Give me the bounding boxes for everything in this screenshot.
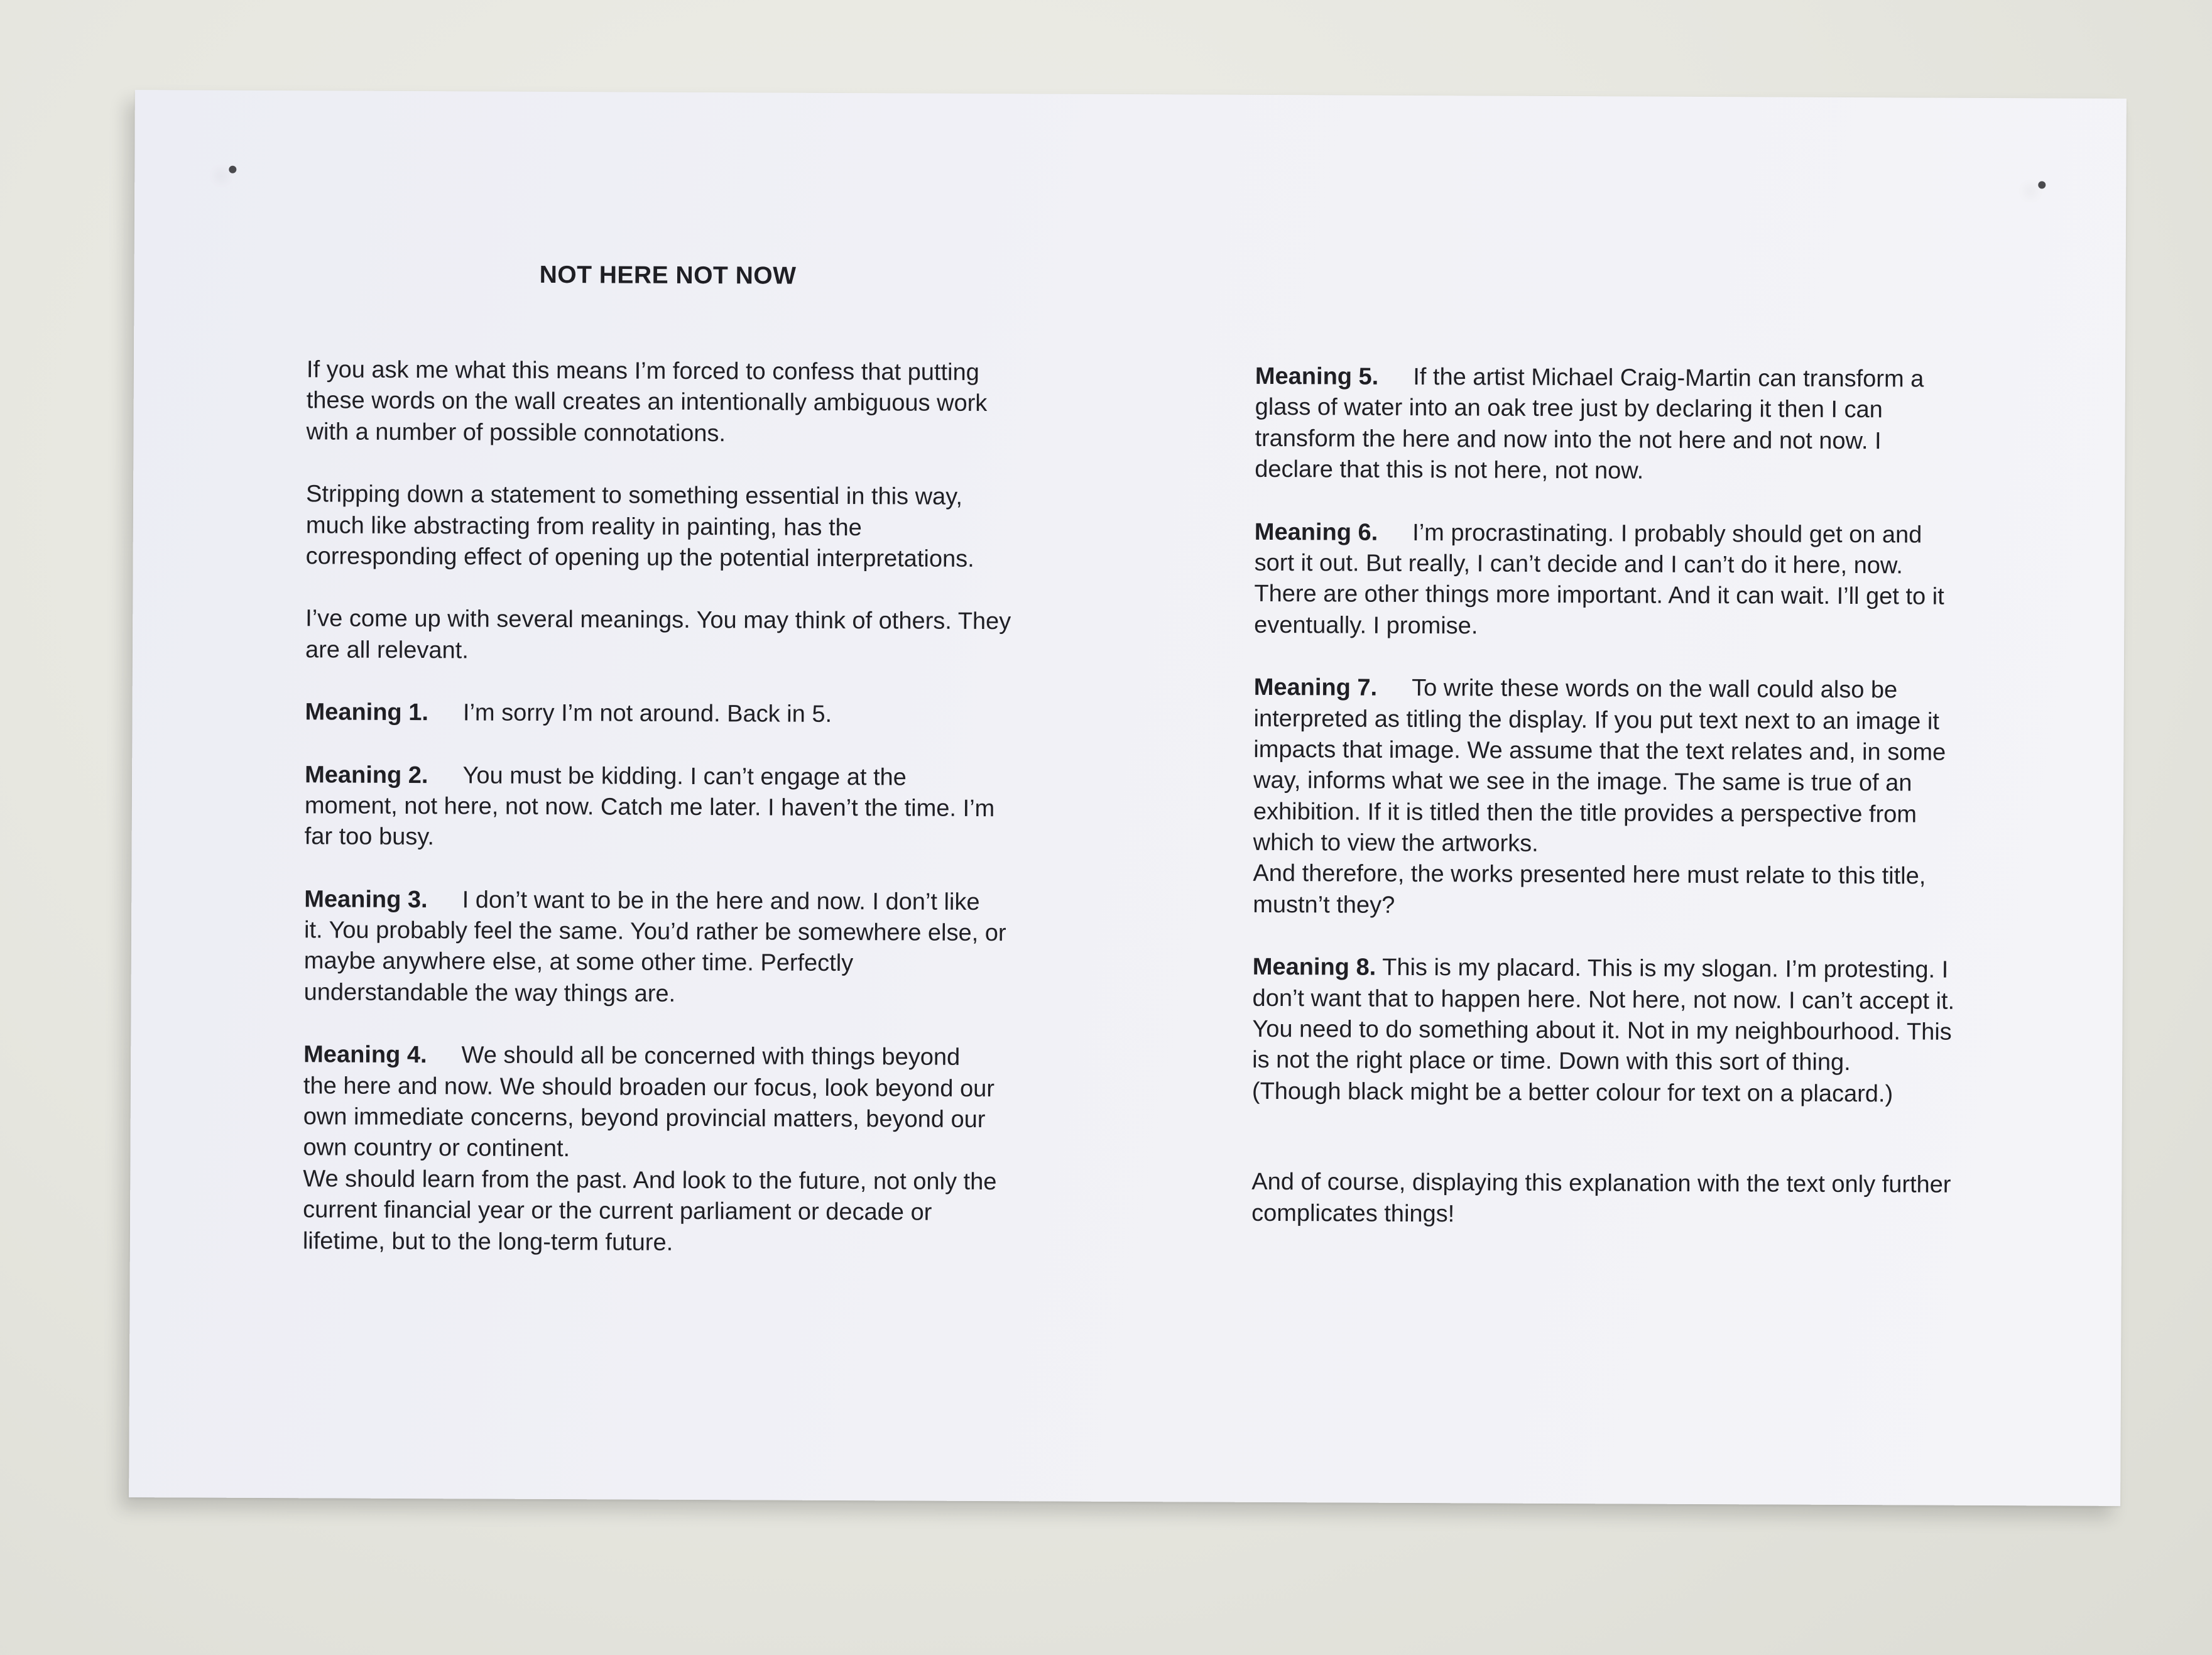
right-column [1251,361,1965,1264]
meaning-label: Meaning 6. [1254,518,1378,546]
intro-paragraph: Stripping down a statement to something essential in this way, much like abstracting from reality in painting, has the corresponding effect of opening up the potential interpretations. [305,481,974,572]
meaning-4 [303,1040,1013,1260]
intro-paragraph: I’ve come up with several meanings. You may think of others. They are all relevant. [305,605,1011,664]
meaning-5 [1255,361,1965,488]
meaning-text: I’m sorry I’m not around. Back in 5. [462,699,832,728]
meaning-text: To write these words on the wall could also be interpreted as titling the display. If you put text next to an image it impacts that image. We assume that the text relates and, in some way, informs what we see in the image. The same is true of an exhibition. If it is titled then the title provides a perspective from which to view the artworks. And therefore, the works presented here must relate to this title, mustn’t they? [1253,675,1946,919]
meaning-label: Meaning 3. [304,885,428,913]
paper-sheet [129,90,2127,1506]
meaning-6 [1254,516,1964,643]
intro-paragraph: If you ask me what this means I’m forced to confess that putting these words on the wall creates an intentionally ambiguous work with a number of possible connotations. [306,356,988,447]
meaning-text: If the artist Michael Craig-Martin can transform a glass of water into an oak tree just by declaring it then I can transform the here and now into the not here and not now. I declare that this is not here, not now. [1255,363,1924,484]
meaning-label: Meaning 2. [305,761,428,789]
meaning-3 [304,884,1015,1011]
meaning-label: Meaning 1. [305,699,429,726]
pin-icon [2038,181,2046,188]
meaning-label: Meaning 8. [1252,954,1376,981]
meaning-label: Meaning 4. [303,1041,427,1069]
meaning-7 [1253,672,1964,924]
pin-icon [229,166,236,173]
meaning-1 [305,697,1015,731]
meaning-text: You must be kidding. I can’t engage at the moment, not here, not now. Catch me later. I haven’t the time. I’m far too busy. [304,762,995,851]
meaning-text: I don’t want to be in the here and now. I don’t like it. You probably feel the same. You’d rather be somewhere else, or maybe anywhere else, at some other time. Perfectly understandable the way things are. [303,887,1006,1007]
meaning-2 [305,760,1015,856]
meaning-label: Meaning 7. [1253,674,1378,701]
meaning-text: We should all be concerned with things beyond the here and now. We should broaden our focus, look beyond our own immediate concerns, beyond provincial matters, beyond our own country or continent. We should learn from the past. And look to the future, not only the current financial year or the current parliament or decade or lifetime, but to the long-term future. [302,1042,997,1256]
meaning-label: Meaning 5. [1255,363,1379,390]
document-title: NOT HERE NOT NOW [539,261,797,290]
meaning-text: This is my placard. This is my slogan. I’m protesting. I don’t want that to happen here. Not here, not now. I can’t accept it. You need to do something about it. Not in my neighbourhood. This is not the right place or time. Down with this sort of thing. (Though black might be a better colour for text on a placard.) [1251,954,1955,1108]
left-column [303,354,1016,1291]
meaning-text: I’m procrastinating. I probably should get on and sort it out. But really, I can’t decide and I can’t do it here, now. There are other things more important. And it can wait. I’ll get to it eventually. I promise. [1254,519,1944,640]
closing-paragraph: And of course, displaying this explanation with the text only further complicates things! [1251,1169,1951,1227]
meaning-8 [1252,952,1963,1110]
